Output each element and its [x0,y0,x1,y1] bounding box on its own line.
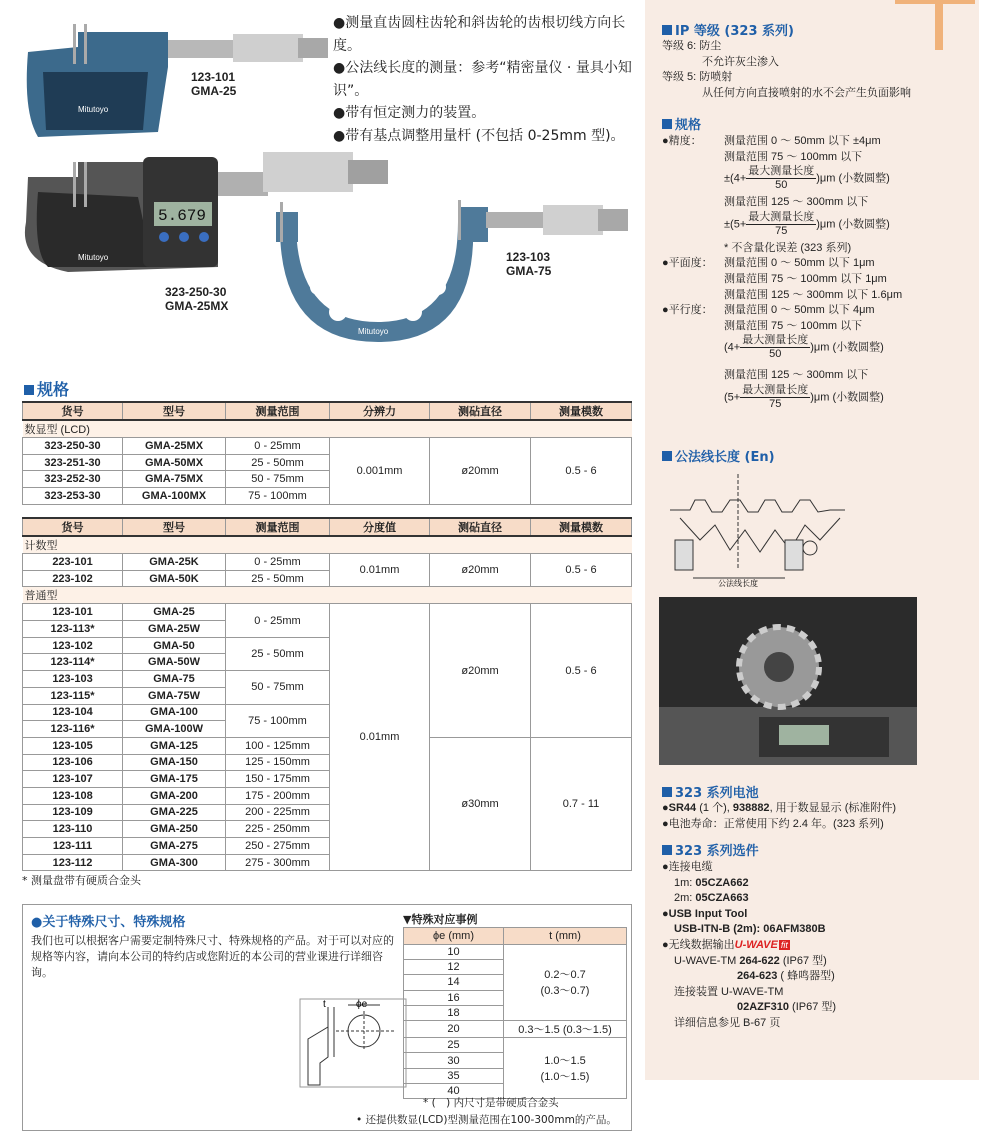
feature-3: ●带有恒定测力的装置。 [333,105,486,121]
micrometer-gma75-image [276,200,628,342]
phi-dimension-label: ϕe [356,999,368,1010]
anvil-diagram [298,997,408,1097]
svg-text:Mitutoyo: Mitutoyo [78,253,109,262]
battery-title: 323 系列电池 [662,782,759,801]
spec-title: 规格 [24,377,69,400]
origin-button[interactable] [159,232,169,242]
footnote: * 测量盘带有硬质合金头 [22,874,141,887]
lcd-spec-table: 货号 型号 测量范围 分辨力 测砧直径 测量模数 数显型 (LCD) 323-250-30 GMA-25MX 0 - 25mm 0.001mm ø20mm 0.5 - 6 323-251-30 GMA-50MX 25 - 50mm 323-252-30 GMA-75MX 50 - 75mm 323-253-30 GMA-100MX 75 - 100mm [22,401,632,505]
special-text: 我们也可以根据客户需要定制特殊尺寸、特殊规格的产品。对于可以对应的规格等内容，请向本公司的特约店或您附近的本公司的营业课进行详细咨询。 [31,934,394,979]
mech-spec-table: 货号 型号 测量范围 分度值 测砧直径 测量模数 计数型 223-101 GMA-25K 0 - 25mm 0.01mm ø20mm 0.5 - 6 223-102 GMA-50K 25 - 50mm 普通型 123-101 GMA-25 0 - 25mm 0.01mm ø20mm 0.5 - 6 123-113* GMA-25W 123-102 GMA-50 25 - 50mm 123-114* GMA-50W 123-103 GMA-75 50 - 75mm 123-115* GMA-75W 123-104 GMA-100 75 - 100mm 123-116* GMA-100W 123-105 GMA-125 100 - 125mm ø30mm 0.7 - 11 123-106 GMA-150 125 - 150mm 123-107 GMA-175 150 - 175mm 123-108 GMA-200 175 - 200mm 123-109 GMA-225 200 - 225mm 123-110 GMA-250 225 - 250mm 123-111 GMA-275 250 - 275mm 123-112 GMA-300 275 - 300mm [22,517,632,871]
micrometer-gma25-image [27,24,328,137]
mode-button[interactable] [179,232,189,242]
label-123-101: 123-101 GMA-25 [191,70,237,98]
feature-4: ●带有基点调整用量杆 (不包括 0-25mm 型)。 [333,127,625,144]
label-123-103: 123-103 GMA-75 [506,250,552,278]
special-note2: • 还提供数显(LCD)型测量范围在100-300mm的产品。 [356,1114,617,1126]
battery-text: ●SR44 (1 个), 938882, 用于数显显示 (标准附件) ●电池寿命：正常使用下约 2.4 年。(323 系列) [662,802,897,830]
ip-text: 等级 6: 防尘 不允许灰尘渗入 等级 5: 防喷射 从任何方向直接喷射的水不会产生负面影响 [662,40,911,99]
ip-title: IP 等级 (323 系列) [662,20,794,39]
accuracy-block: ●精度： 测量范围 0 ～ 50mm 以下 ±4μm 测量范围 75 ～ 100mm 以下 ±(4+ $\frac{\text{最大测量长度}}{50})\mu m$ (小数圆整) 测量范围 125 ～ 300mm 以下 ±(5+ $\frac{\text{最大测量长度}}{75})\mu m$ (小数圆整) * 不含量化误差 (323 系列) ●平面度： 测量范围 0 ～ 50mm 以下 1μm 测量范围 75 ～ 100mm 以下 1μm 测量范围 125 ～ 300mm 以下 1.6μm ●平行度： 测量范围 0 ～ 50mm 以下 4μm 测量范围 75 ～ 100mm 以下 (4+ $\frac{\text{最大测量长度}}{50})\mu m$ (小数圆整) 测量范围 125 ～ 300mm 以下 (5+ $\frac{\text{最大测量长度}}{75})\mu m$ (小数圆整) [662,135,903,410]
special-table: ϕe (mm) t (mm) 10 0.2～0.7 (0.3～0.7) 12 14 16 18 20 0.3～1.5 (0.3～1.5) 25 1.0～1.5 (1.0～1.5) 30 35 40 [403,927,627,1099]
en-title: 公法线长度 (En) [662,446,775,465]
t-dimension-label: t [323,999,326,1010]
special-table-title: ▼特殊对应事例 [403,913,478,926]
rspec-title: 规格 [662,114,701,133]
label-323-250-30: 323-250-30 GMA-25MX [165,285,229,313]
feature-1: ●测量直齿圆柱齿轮和斜齿轮的齿根切线方向长度。 [333,15,626,54]
micrometer-photos [18,12,638,352]
options-text: ●连接电缆 1m: 05CZA662 2m: 05CZA663 ●USB Input Tool USB-ITN-B (2m): 06AFM380B ●无线数据输出U-WAVE fit U-WAVE-TM 264-622 (IP67 型) 264-623 ( 蜂鸣器型) 连接装置 U-WAVE-TM 02AZF310 (IP67 型) 详细信息参见 B-67 页 [662,861,837,1029]
gear-measurement-photo [659,597,917,765]
lcd-display: 5.679 [158,207,207,225]
hold-button[interactable] [199,232,209,242]
en-label: 公法线长度 [718,579,758,588]
special-box [22,904,632,1131]
feature-2: ●公法线长度的测量：参考“精密量仪 · 量具小知识”。 [333,60,632,99]
special-title: ●关于特殊尺寸、特殊规格 [31,915,186,930]
gear-diagram [660,470,860,590]
micrometer-gma25mx-image [25,152,388,272]
special-note1: * ( ) 内尺寸是带硬质合金头 [423,1097,559,1109]
options-title: 323 系列选件 [662,840,759,859]
svg-text:Mitutoyo: Mitutoyo [358,327,389,336]
svg-text:Mitutoyo: Mitutoyo [78,105,109,114]
